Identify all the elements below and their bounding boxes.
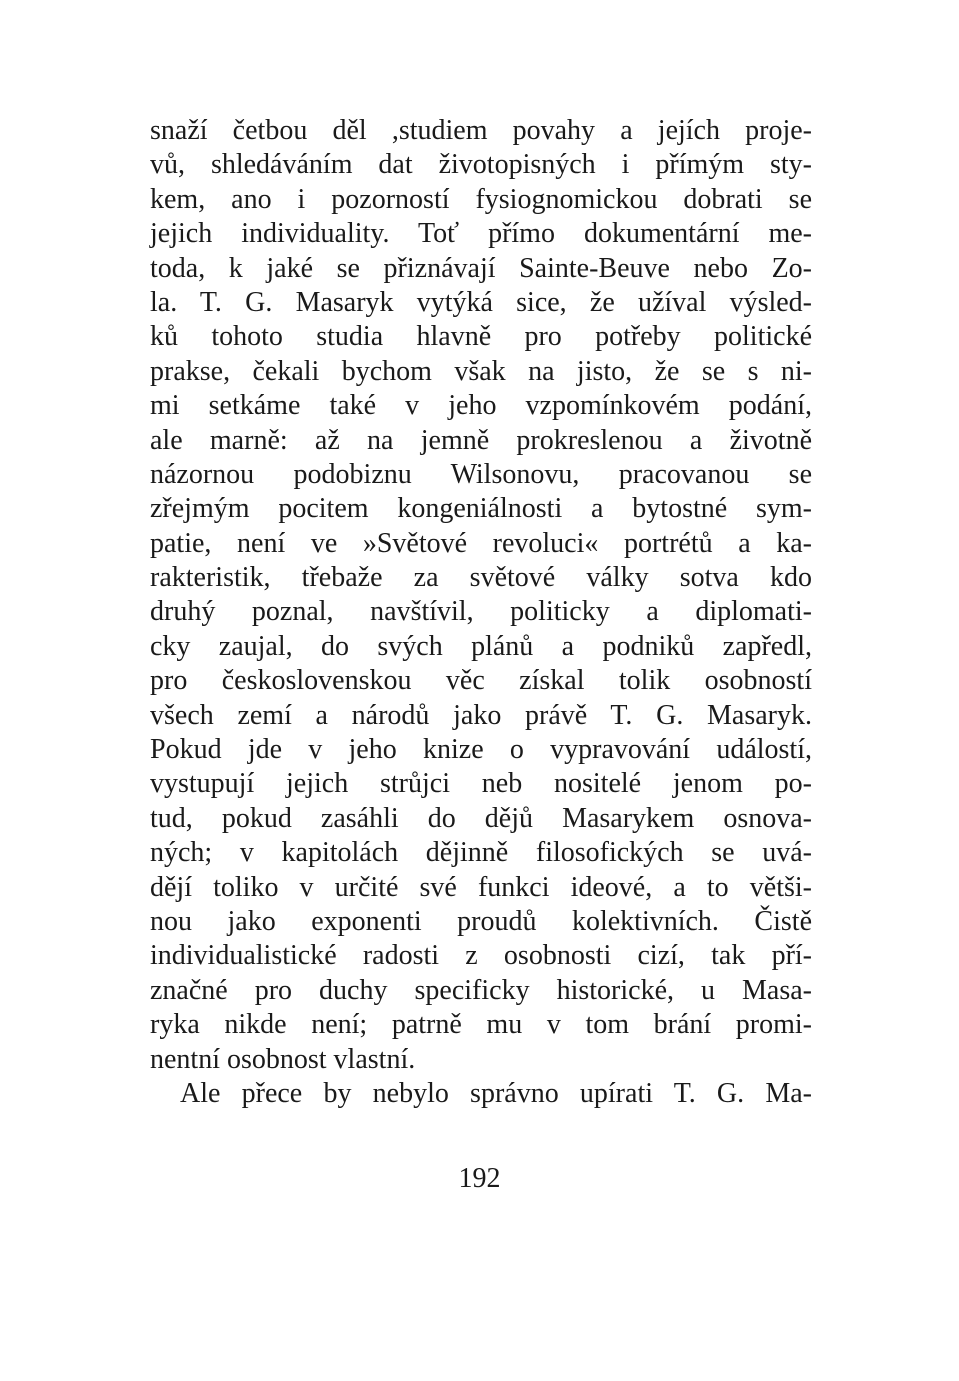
text-line: patie, není ve »Světové revoluci« portrétů a ka-	[150, 527, 812, 559]
text-line: la. T. G. Masaryk vytýká sice, že užíval výsled-	[150, 286, 812, 318]
text-line: dějí toliko v určité své funkci ideové, a to větši-	[150, 871, 812, 903]
text-line: tud, pokud zasáhli do dějů Masarykem osnova-	[150, 802, 812, 834]
text-line: prakse, čekali bychom však na jisto, že se s ni-	[150, 355, 812, 387]
text-line: vystupují jejich strůjci neb nositelé jenom po-	[150, 768, 812, 800]
text-line: cky zaujal, do svých plánů a podniků zapředl,	[150, 630, 812, 662]
text-line: nou jako exponenti proudů kolektivních. Čistě	[150, 905, 812, 937]
text-line: individualistické radosti z osobnosti cizí, tak pří-	[150, 940, 812, 972]
text-line: ale marně: až na jemně prokreslenou a životně	[150, 424, 812, 456]
text-line: druhý poznal, navštívil, politicky a diplomati-	[150, 596, 812, 628]
text-line: zřejmým pocitem kongeniálnosti a bytostné sym-	[150, 493, 812, 525]
text-line: všech zemí a národů jako právě T. G. Masaryk.	[150, 699, 812, 731]
paragraph-start-line: Ale přece by nebylo správno upírati T. G. Ma-	[180, 1077, 812, 1109]
text-line: ků tohoto studia hlavně pro potřeby politické	[150, 321, 812, 353]
text-line: názornou podobiznu Wilsonovu, pracovanou se	[150, 458, 812, 490]
body-text	[150, 114, 812, 1111]
text-line: ných; v kapitolách dějinně filosofických se uvá-	[150, 837, 812, 869]
text-line: vů, shledáváním dat životopisných i přímým sty-	[150, 149, 812, 181]
text-line: kem, ano i pozorností fysiognomickou dobrati se	[150, 183, 812, 215]
page-number: 192	[458, 1163, 501, 1194]
text-line: toda, k jaké se přiznávají Sainte-Beuve nebo Zo-	[150, 252, 812, 284]
paragraph-end-line: nentní osobnost vlastní.	[150, 1043, 416, 1075]
text-line: ryka nikde není; patrně mu v tom brání promi-	[150, 1009, 812, 1041]
text-line: snaží četbou děl ,studiem povahy a jejích proje-	[150, 115, 812, 146]
text-line: Pokud jde v jeho knize o vypravování událostí,	[150, 734, 812, 766]
text-line: pro československou věc získal tolik osobností	[150, 665, 812, 697]
text-line: značné pro duchy specificky historické, u Masa-	[150, 974, 812, 1006]
text-line: rakteristik, třebaže za světové války sotva kdo	[150, 562, 812, 594]
text-line: mi setkáme také v jeho vzpomínkovém podání,	[150, 390, 812, 422]
text-line: jejich individuality. Toť přímo dokumentární me-	[150, 218, 812, 250]
